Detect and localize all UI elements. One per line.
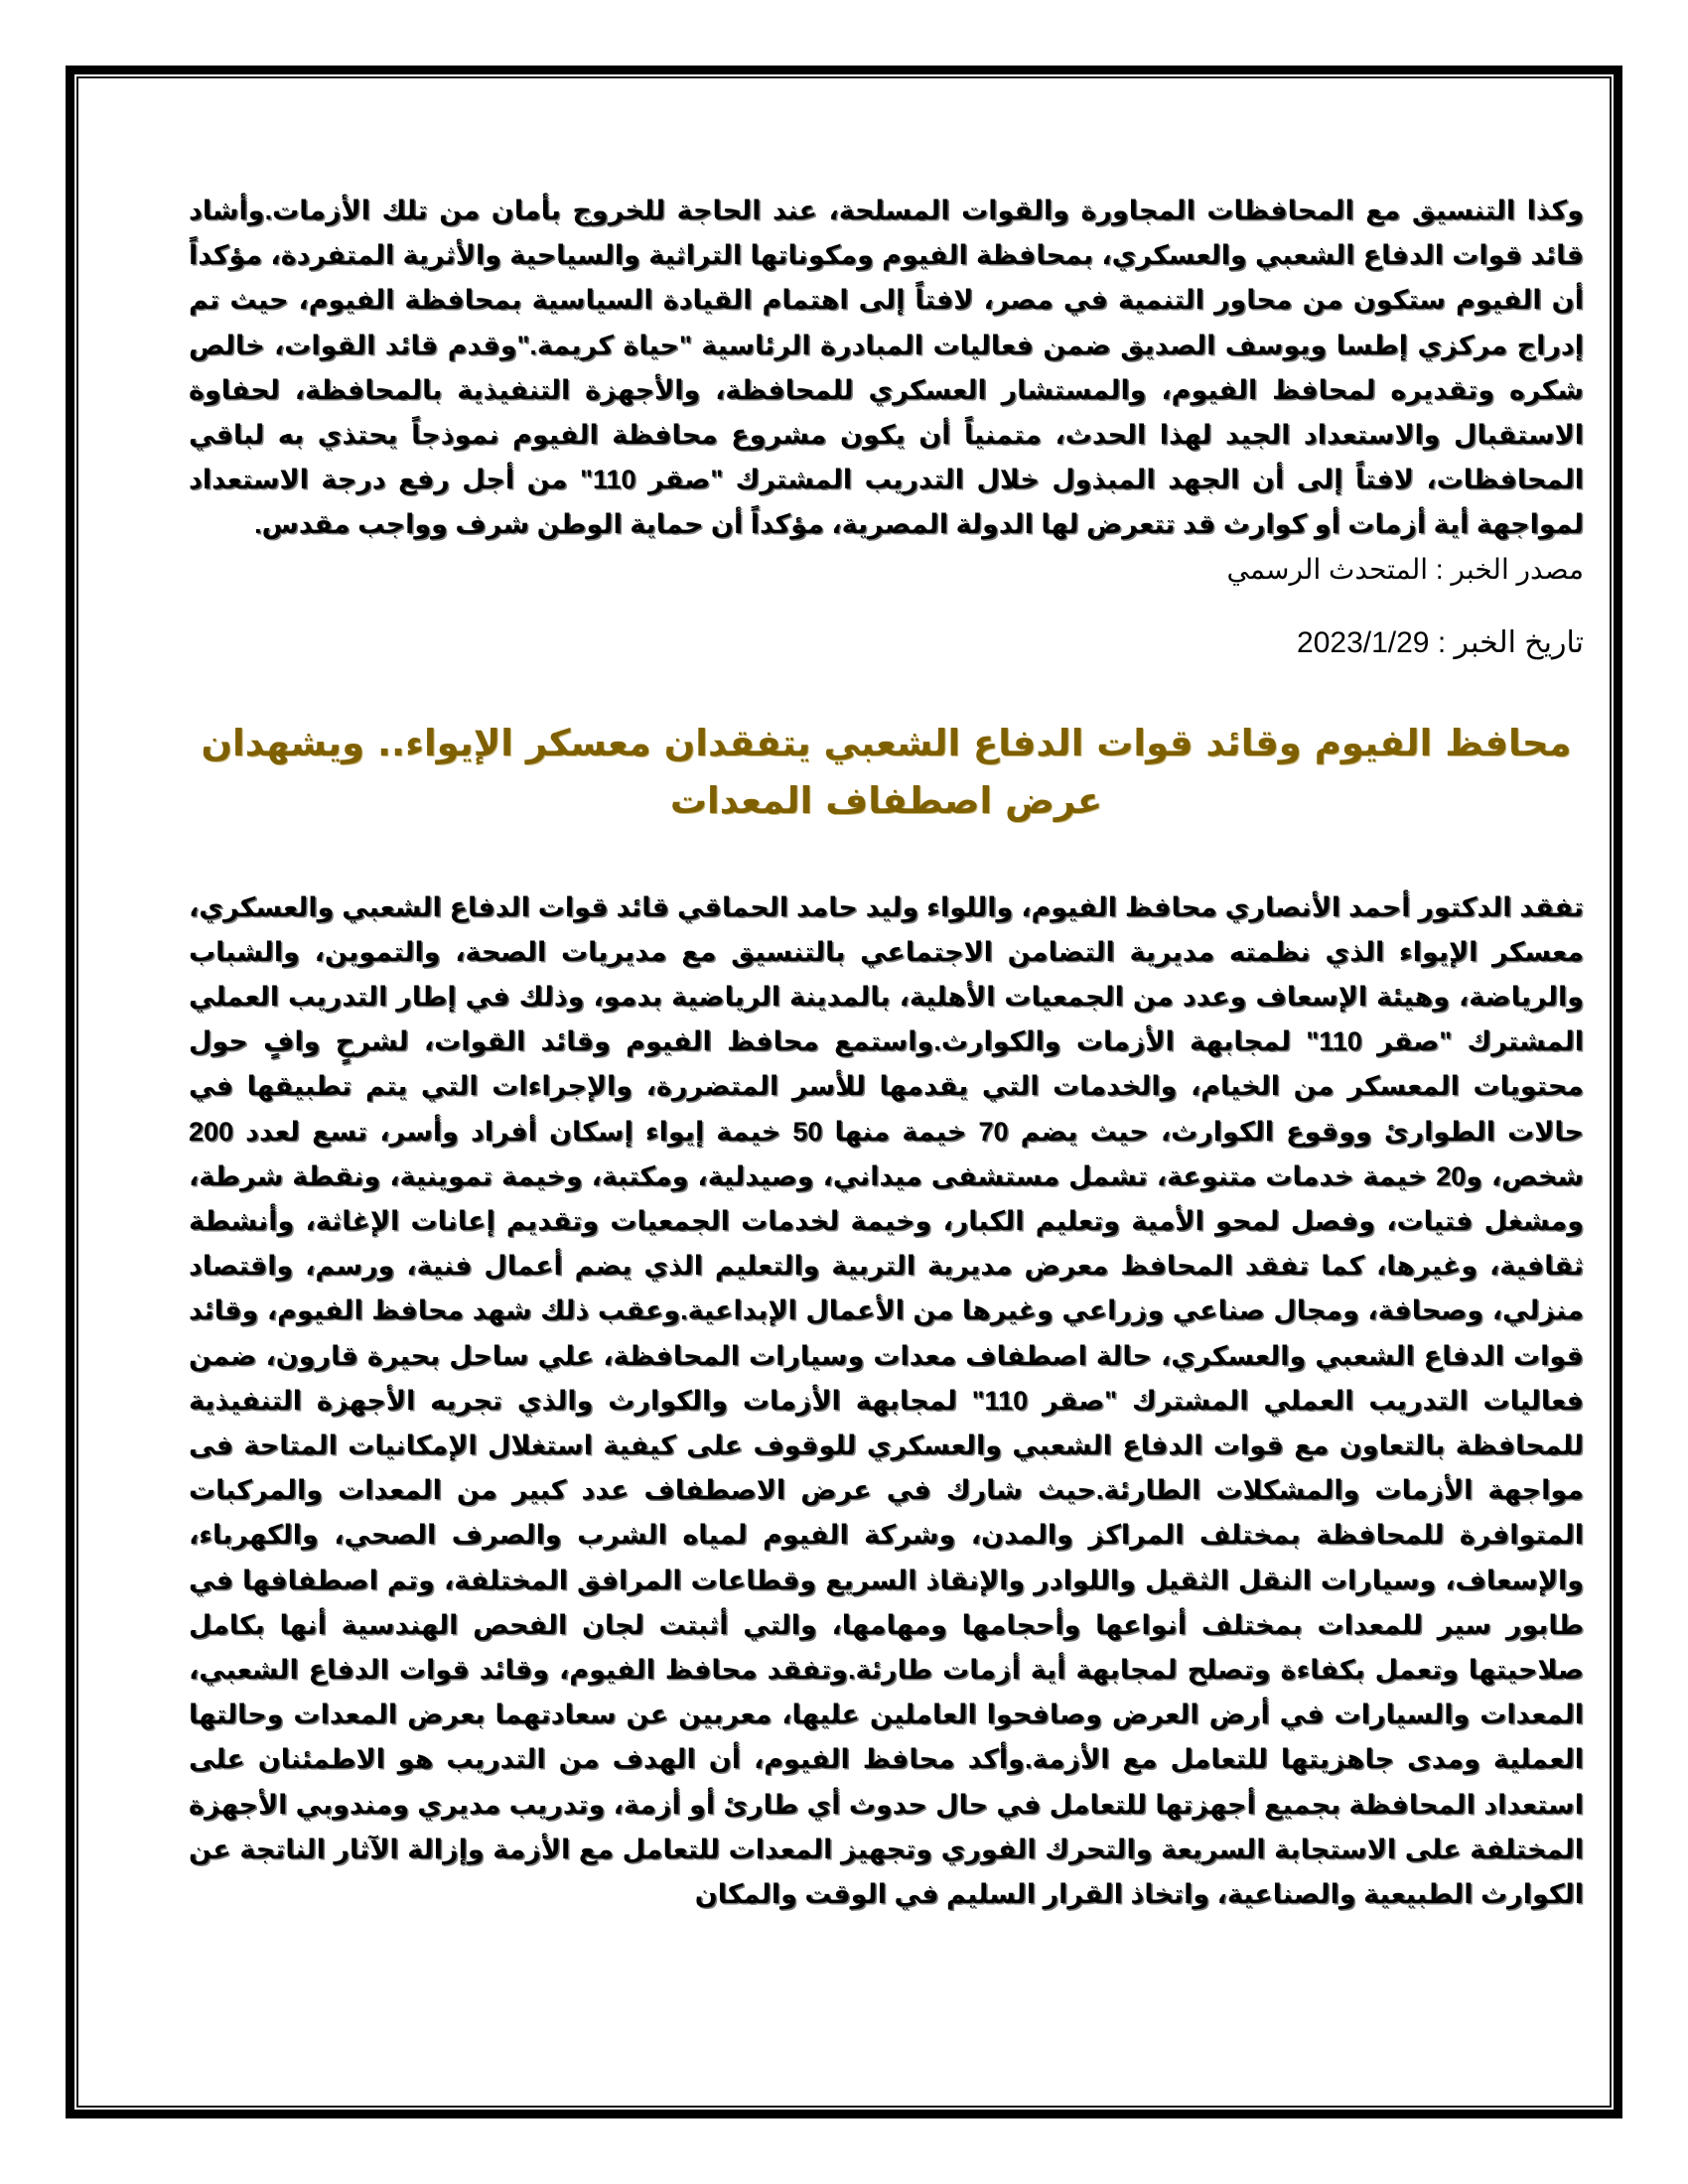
news-date-label: تاريخ الخبر : — [1437, 625, 1584, 659]
article-title: محافظ الفيوم وقائد قوات الدفاع الشعبي يتفقدان معسكر الإيواء.. ويشهدان عرض اصطفاف المعدات — [201, 721, 1572, 822]
document-page — [189, 189, 1584, 1917]
article-paragraph-continued: وكذا التنسيق مع المحافظات المجاورة والقوات المسلحة، عند الحاجة للخروج بأمان من تلك الأزمات.وأشاد قائد قوات الدفاع الشعبي والعسكري، بمحافظة الفيوم ومكوناتها التراثية والسياحية والأثرية المتفردة، مؤكداً أن الفيوم ستكون من محاور التنمية في مصر، لافتاً إلى اهتمام القيادة السياسية بمحافظة الفيوم، حيث تم إدراج مركزي إطسا ويوسف الصديق ضمن فعاليات المبادرة الرئاسية "حياة كريمة."وقدم قائد القوات، خالص شكره وتقديره لمحافظ الفيوم، والمستشار العسكري للمحافظة، والأجهزة التنفيذية بالمحافظة، لحفاوة الاستقبال والاستعداد الجيد لهذا الحدث، متمنياً أن يكون مشروع محافظة الفيوم نموذجاً يحتذي به لباقي المحافظات، لافتاً إلى أن الجهد المبذول خلال التدريب المشترك "صقر 110" من أجل رفع درجة الاستعداد لمواجهة أية أزمات أو كوارث قد تتعرض لها الدولة المصرية، مؤكداً أن حماية الوطن شرف وواجب مقدس. — [189, 196, 1584, 540]
news-source-value: المتحدث الرسمي — [1226, 553, 1429, 585]
news-date — [189, 623, 1584, 663]
article-paragraph: تفقد الدكتور أحمد الأنصاري محافظ الفيوم، واللواء وليد حامد الحماقي قائد قوات الدفاع الشعبي والعسكري، معسكر الإيواء الذي نظمته مديرية التضامن الاجتماعي بالتنسيق مع مديريات الصحة، والتموين، والشباب والرياضة، وهيئة الإسعاف وعدد من الجمعيات الأهلية، بالمدينة الرياضية بدمو، وذلك في إطار التدريب العملي المشترك "صقر 110" لمجابهة الأزمات والكوارث.واستمع محافظ الفيوم وقائد القوات، لشرحٍ وافٍ حول محتويات المعسكر من الخيام، والخدمات التي يقدمها للأسر المتضررة، والإجراءات التي يتم تطبيقها في حالات الطوارئ ووقوع الكوارث، حيث يضم 70 خيمة منها 50 خيمة إيواء إسكان أفراد وأسر، تسع لعدد 200 شخص، و20 خيمة خدمات متنوعة، تشمل مستشفى ميداني، وصيدلية، ومكتبة، وخيمة تموينية، ونقطة شرطة، ومشغل فتيات، وفصل لمحو الأمية وتعليم الكبار، وخيمة لخدمات الجمعيات وتقديم إعانات الإغاثة، وأنشطة ثقافية، وغيرها، كما تفقد المحافظ معرض مديرية التربية والتعليم الذي يضم أعمال فنية، ورسم، واقتصاد منزلي، وصحافة، ومجال صناعي وزراعي وغيرها من الأعمال الإبداعية.وعقب ذلك شهد محافظ الفيوم، وقائد قوات الدفاع الشعبي والعسكري، حالة اصطفاف معدات وسيارات المحافظة، علي ساحل بحيرة قارون، ضمن فعاليات التدريب العملي المشترك "صقر 110" لمجابهة الأزمات والكوارث والذي تجريه الأجهزة التنفيذية للمحافظة بالتعاون مع قوات الدفاع الشعبي والعسكري للوقوف على كيفية استغلال الإمكانيات المتاحة فى مواجهة الأزمات والمشكلات الطارئة.حيث شارك في عرض الاصطفاف عدد كبير من المعدات والمركبات المتوافرة للمحافظة بمختلف المراكز والمدن، وشركة الفيوم لمياه الشرب والصرف الصحي، والكهرباء، والإسعاف، وسيارات النقل الثقيل واللوادر والإنقاذ السريع وقطاعات المرافق المختلفة، وتم اصطفافها في طابور سير للمعدات بمختلف أنواعها وأحجامها ومهامها، والتي أثبتت لجان الفحص الهندسية أنها بكامل صلاحيتها وتعمل بكفاءة وتصلح لمجابهة أية أزمات طارئة.وتفقد محافظ الفيوم، وقائد قوات الدفاع الشعبي، المعدات والسيارات في أرض العرض وصافحوا العاملين عليها، معربين عن سعادتهما بعرض المعدات وحالتها العملية ومدى جاهزيتها للتعامل مع الأزمة.وأكد محافظ الفيوم، أن الهدف من التدريب هو الاطمئنان على استعداد المحافظة بجميع أجهزتها للتعامل في حال حدوث أي طارئ أو أزمة، وتدريب مديري ومندوبي الأجهزة المختلفة على الاستجابة السريعة والتحرك الفوري وتجهيز المعدات للتعامل مع الأزمة وإزالة الآثار الناتجة عن الكوارث الطبيعية والصناعية، واتخاذ القرار السليم في الوقت والمكان — [189, 891, 1585, 1910]
news-source — [189, 550, 1584, 590]
news-date-value: 2023/1/29 — [1297, 625, 1430, 659]
news-source-label: مصدر الخبر : — [1435, 553, 1584, 585]
